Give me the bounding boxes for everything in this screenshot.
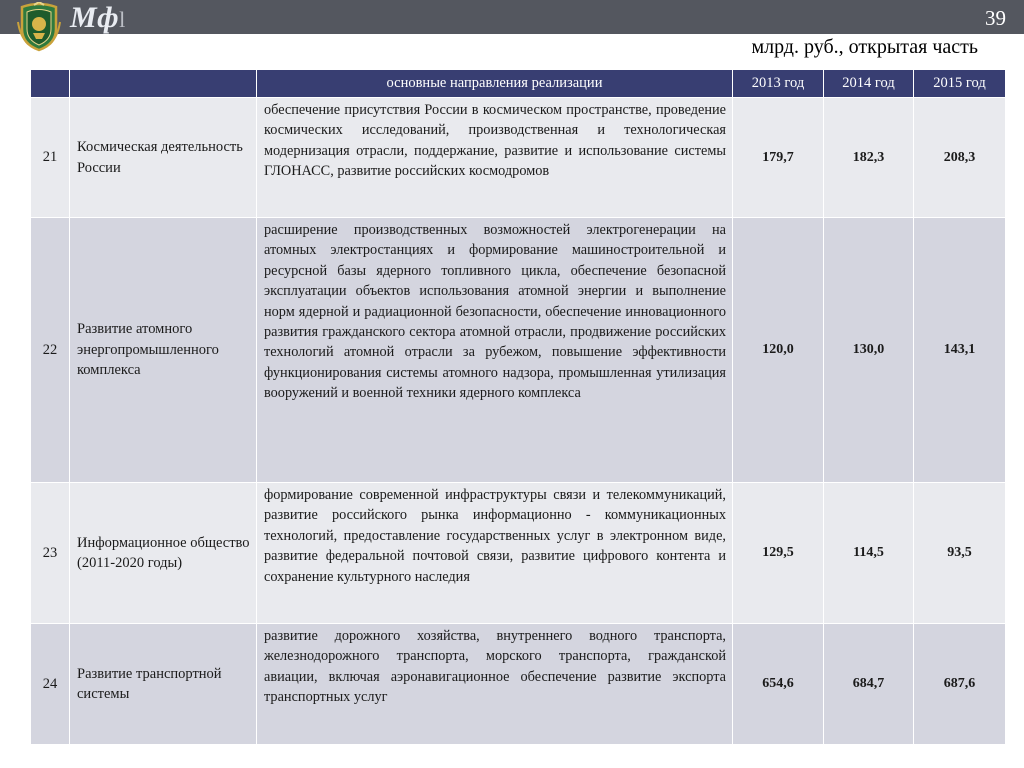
value-2014: 182,3	[824, 98, 914, 218]
program-name: Информационное общество (2011-2020 годы)	[70, 483, 257, 624]
header-directions: основные направления реализации	[257, 70, 733, 98]
slide-number: 39	[985, 6, 1006, 30]
units-subtitle: млрд. руб., открытая часть	[751, 36, 978, 58]
table-row	[31, 98, 1006, 218]
value-2014: 130,0	[824, 218, 914, 483]
program-name: Космическая деятельность России	[70, 98, 257, 218]
brand-suffix: l	[119, 7, 126, 32]
value-2015: 93,5	[914, 483, 1006, 624]
row-number: 23	[31, 483, 70, 624]
value-2013: 129,5	[733, 483, 824, 624]
program-directions: обеспечение присутствия России в космическом пространстве, проведение космических исследований, производственная и технологическая модернизация отрасли, поддержание, развитие и использование системы ГЛОНАСС, развитие российских космодромов	[257, 98, 733, 218]
program-name: Развитие транспортной системы	[70, 624, 257, 745]
program-directions: формирование современной инфраструктуры связи и телекоммуникаций, развитие российского рынка информационно - коммуникационных технологий, предоставление государственных услуг в электронном виде, развитие федеральной почтовой связи, развитие цифрового контента и сохранение культурного наследия	[257, 483, 733, 624]
header-number	[31, 70, 70, 98]
program-name: Развитие атомного энергопромышленного комплекса	[70, 218, 257, 483]
value-2013: 654,6	[733, 624, 824, 745]
header-2014: 2014 год	[824, 70, 914, 98]
row-number: 22	[31, 218, 70, 483]
row-number: 24	[31, 624, 70, 745]
programs-table	[30, 69, 1006, 745]
brand-logo-text	[70, 3, 126, 33]
table-row	[31, 483, 1006, 624]
header-2015: 2015 год	[914, 70, 1006, 98]
header-2013: 2013 год	[733, 70, 824, 98]
program-directions: расширение производственных возможностей электрогенерации на атомных электростанциях и формирование машиностроительной и ресурсной базы ядерного топливного цикла, обеспечение безопасной эксплуатации объектов использования атомной энергии и выполнение норм ядерной и радиационной безопасности, обеспечение инновационного развития гражданского сектора атомной отрасли, продвижение российских технологий атомной отрасли за рубежом, повышение эффективности функционирования системы атомного надзора, промышленная утилизация вооружений и военной техники ядерного комплекса	[257, 218, 733, 483]
value-2013: 179,7	[733, 98, 824, 218]
value-2015: 208,3	[914, 98, 1006, 218]
table-row	[31, 624, 1006, 745]
brand-letters: Мф	[70, 1, 120, 34]
value-2015: 687,6	[914, 624, 1006, 745]
emblem-icon	[16, 2, 62, 52]
value-2014: 114,5	[824, 483, 914, 624]
header-name	[70, 70, 257, 98]
value-2013: 120,0	[733, 218, 824, 483]
top-bar	[0, 0, 1024, 34]
program-directions: развитие дорожного хозяйства, внутреннего водного транспорта, железнодорожного транспорта, морского транспорта, гражданской авиации, включая аэронавигационное обеспечение развитие экспорта транспортных услуг	[257, 624, 733, 745]
value-2015: 143,1	[914, 218, 1006, 483]
table-header-row	[31, 70, 1006, 98]
table-row	[31, 218, 1006, 483]
value-2014: 684,7	[824, 624, 914, 745]
row-number: 21	[31, 98, 70, 218]
